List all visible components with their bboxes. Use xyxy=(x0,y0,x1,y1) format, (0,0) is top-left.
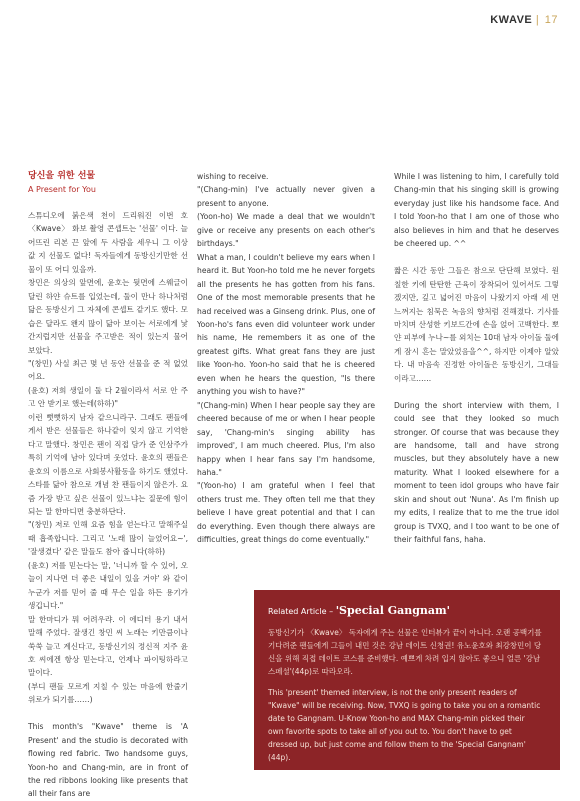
body-paragraph-english: While I was listening to him, I carefully told Chang-min that his singing skill is growing everyday just like his handsome face. And I told Yoon-ho that I am one of those who also believes in him and that he deserves be cheered up. ^^ xyxy=(394,172,559,249)
related-article-label: Related Article – xyxy=(268,607,334,616)
body-paragraph: 짧은 시간 동안 그들은 참으로 단단해 보였다. 원칠한 키에 탄탄한 근육이 장착되어 있어서도 그렇겠지만, 깊고 넓어진 마음이 나왔기지 아래 세 면 느껴지는 침묵은 녹음의 향처럼 진해졌다. 기사를 마치며 산성한 키보드간에 손을 얹어 고백한다. 뽀얀 피부에 누나~를 외치는 10대 남자 아이돌 둘에게 잠시 흔는 말았었음을^^, 하지만 이제야 알았다. 내 마음속 진정한 아이돌은 동방신기, 그대들이라고…… xyxy=(394,266,559,383)
body-paragraph: "(창민) 사실 최근 몇 년 동안 선물을 준 적 없었어요. xyxy=(28,358,188,382)
body-paragraph: 이런 뻣뻣하지 남자 같으니라구. 그래도 팬들에게서 받은 선물들은 하나같이 잊지 않고 기억한다고 말했다. 창민은 팬이 직접 담가 준 인삼주가 특히 기억에 남아 있다며 웃었다. 윤호의 팬들은 윤호의 이름으로 사회봉사활동을 하기도 했었다. 스타를 닮아 참으로 개념 찬 팬들이지 않은가. 요즘 가장 받고 싶은 선물이 있느냐는 질문에 힘이 되는 말 한마디면 충분하단다. xyxy=(28,412,188,516)
related-article-text-korean: 동방신기가 〈Kwave〉 독자에게 주는 선물은 인터뷰가 끝이 아니다. 오랜 공백기를 기다려준 팬들에게 그들이 내민 것은 강남 데이트 신청권! 유노윤호와 최강창민이 당신을 위해 직접 데이트 코스를 준비했다. 예쁘게 차려 입지 않아도 좋으니 얼른 '강남 스페셜'(44p)로 따라오라. xyxy=(268,628,542,676)
magazine-name: KWAVE xyxy=(490,14,533,26)
page-header xyxy=(490,14,558,26)
body-paragraph-english: During the short interview with them, I could see that they looked so much stronger. Of course that was because they are handsome, tall and have strong muscles, but they absolutely have a new maturity. What I looked elsewhere for a moment to teen idol groups who have fair skin and shout out 'Nuna'. As I'm finish up my edits, I realize that to me the true idol group is TVXQ, and I too want to be one of their faithful fans, haha. xyxy=(394,400,559,545)
body-paragraph: (윤호) 저를 믿는다는 말, '너니까 할 수 있어, 오늘이 지나면 더 좋은 내일이 있을 거야' 와 같이 누군가 저를 믿어 줄 때 무슨 일을 하든 용기가 생깁니다." xyxy=(28,560,188,611)
article-title-english: A Present for You xyxy=(28,185,96,194)
body-paragraph: "(Yoon-ho) I am grateful when I feel that others trust me. They often tell me that they believe I have great potential and that I can do everything. Even though there always are difficulties, great things do come eventually." xyxy=(197,481,375,545)
column-1 xyxy=(28,170,188,801)
body-paragraph: (윤호) 저희 생일이 둘 다 2월이라서 서로 안 주고 안 받기로 했는데(하하)" xyxy=(28,385,188,409)
body-paragraph: What a man, I couldn't believe my ears when I heard it. But Yoon-ho told me he never forgets all the presents he has gotten from his fans. One of the most memorable presents that he had received was a Ginseng drink. Plus, one of Yoon-ho's fans even did volunteer work under his name, He remembers it as one of the greatest gifts. What great fans they are just like Yoon-ho. Yoon-ho said that he is cheered even when he hears the question, "Is there anything you wish to have?" xyxy=(197,252,375,397)
body-paragraph: 말 한마디가 뭐 어려우랴. 이 에디터 용기 내서 말해 주었다. 잘생긴 창민 씨 노래는 키만큼이나 쑥쑥 늘고 계신다고, 동방신기의 정신적 지주 윤호 씨에겐 항상 믿는다고, 언제나 파이팅하라고 말이다. xyxy=(28,614,188,678)
body-paragraph: "(Chang-min) When I hear people say they are cheered because of me or when I hear people say, 'Chang-min's singing ability has improved', I am much cheered. Plus, I'm also happy when I hear fans say I'm handsome, haha." xyxy=(197,400,375,477)
column-3 xyxy=(394,170,559,547)
body-paragraph: wishing to receive. xyxy=(197,172,269,181)
related-article-text-english: This 'present' themed interview, is not the only present readers of "Kwave" will be receiving. Now, TVXQ is going to take you on a romantic date to Gangnam. U-Know Yoon-ho and MAX Chang-min picked their own favorite spots to take all of you out to. You don't have to get dressed up, but just come and follow them to the 'Special Gangnam' (44p). xyxy=(268,688,541,762)
column-2 xyxy=(197,170,375,547)
body-paragraph-english: This month's "Kwave" theme is 'A Present' and the studio is decorated with flowing red fabric. Two handsome guys, Yoon-ho and Chang-min, are in front of the red ribbons looking like presents that all their fans are xyxy=(28,722,188,799)
body-paragraph: "(창민) 저로 인해 요즘 힘을 얻는다고 말해주실 때 흡족합니다. 그리고 '노래 많이 늘었어요~', '잘생겼다' 같은 말들도 참아 줍니다(하하) xyxy=(28,520,188,557)
related-article-heading xyxy=(268,604,542,618)
body-paragraph: (Yoon-ho) We made a deal that we wouldn't give or receive any presents on each other's birthdays." xyxy=(197,212,375,249)
body-paragraph: 스튜디오에 붉은색 천이 드리워진 이번 호 〈Kwave〉 화보 촬영 콘셉트는 '선물' 이다. 늘어뜨린 리본 끈 앞에 두 사람을 세우니 그 이상 값 지 선물도 없다! 독자들에게 동방신기만한 선물이 또 어디 있을까. xyxy=(28,211,188,274)
article-title-korean: 당신을 위한 선물 xyxy=(28,171,96,181)
related-article-name: 'Special Gangnam' xyxy=(335,604,451,617)
header-separator: | xyxy=(535,14,540,26)
page-number: 17 xyxy=(544,14,558,26)
body-paragraph: "(Chang-min) I've actually never given a present to anyone. xyxy=(197,185,375,208)
body-paragraph: 창민은 의상의 앞면에, 윤호는 뒷면에 스웨글이 달린 하얀 슈트를 입었는데, 둘이 만나 하나처럼 닮은 동방신기 그 자체에 콘셉트 같기도 했다. 모습은 달라도 왠지 많이 닮아 보이는 서로에게 낯간지럽지만 선물을 주고받은 적이 있는지 물어 보았다. xyxy=(28,278,188,355)
related-article-box xyxy=(254,590,560,770)
body-paragraph: (부디 팬들 모르게 지칠 수 있는 마음에 한줄기 위로가 되기를……) xyxy=(28,681,188,705)
